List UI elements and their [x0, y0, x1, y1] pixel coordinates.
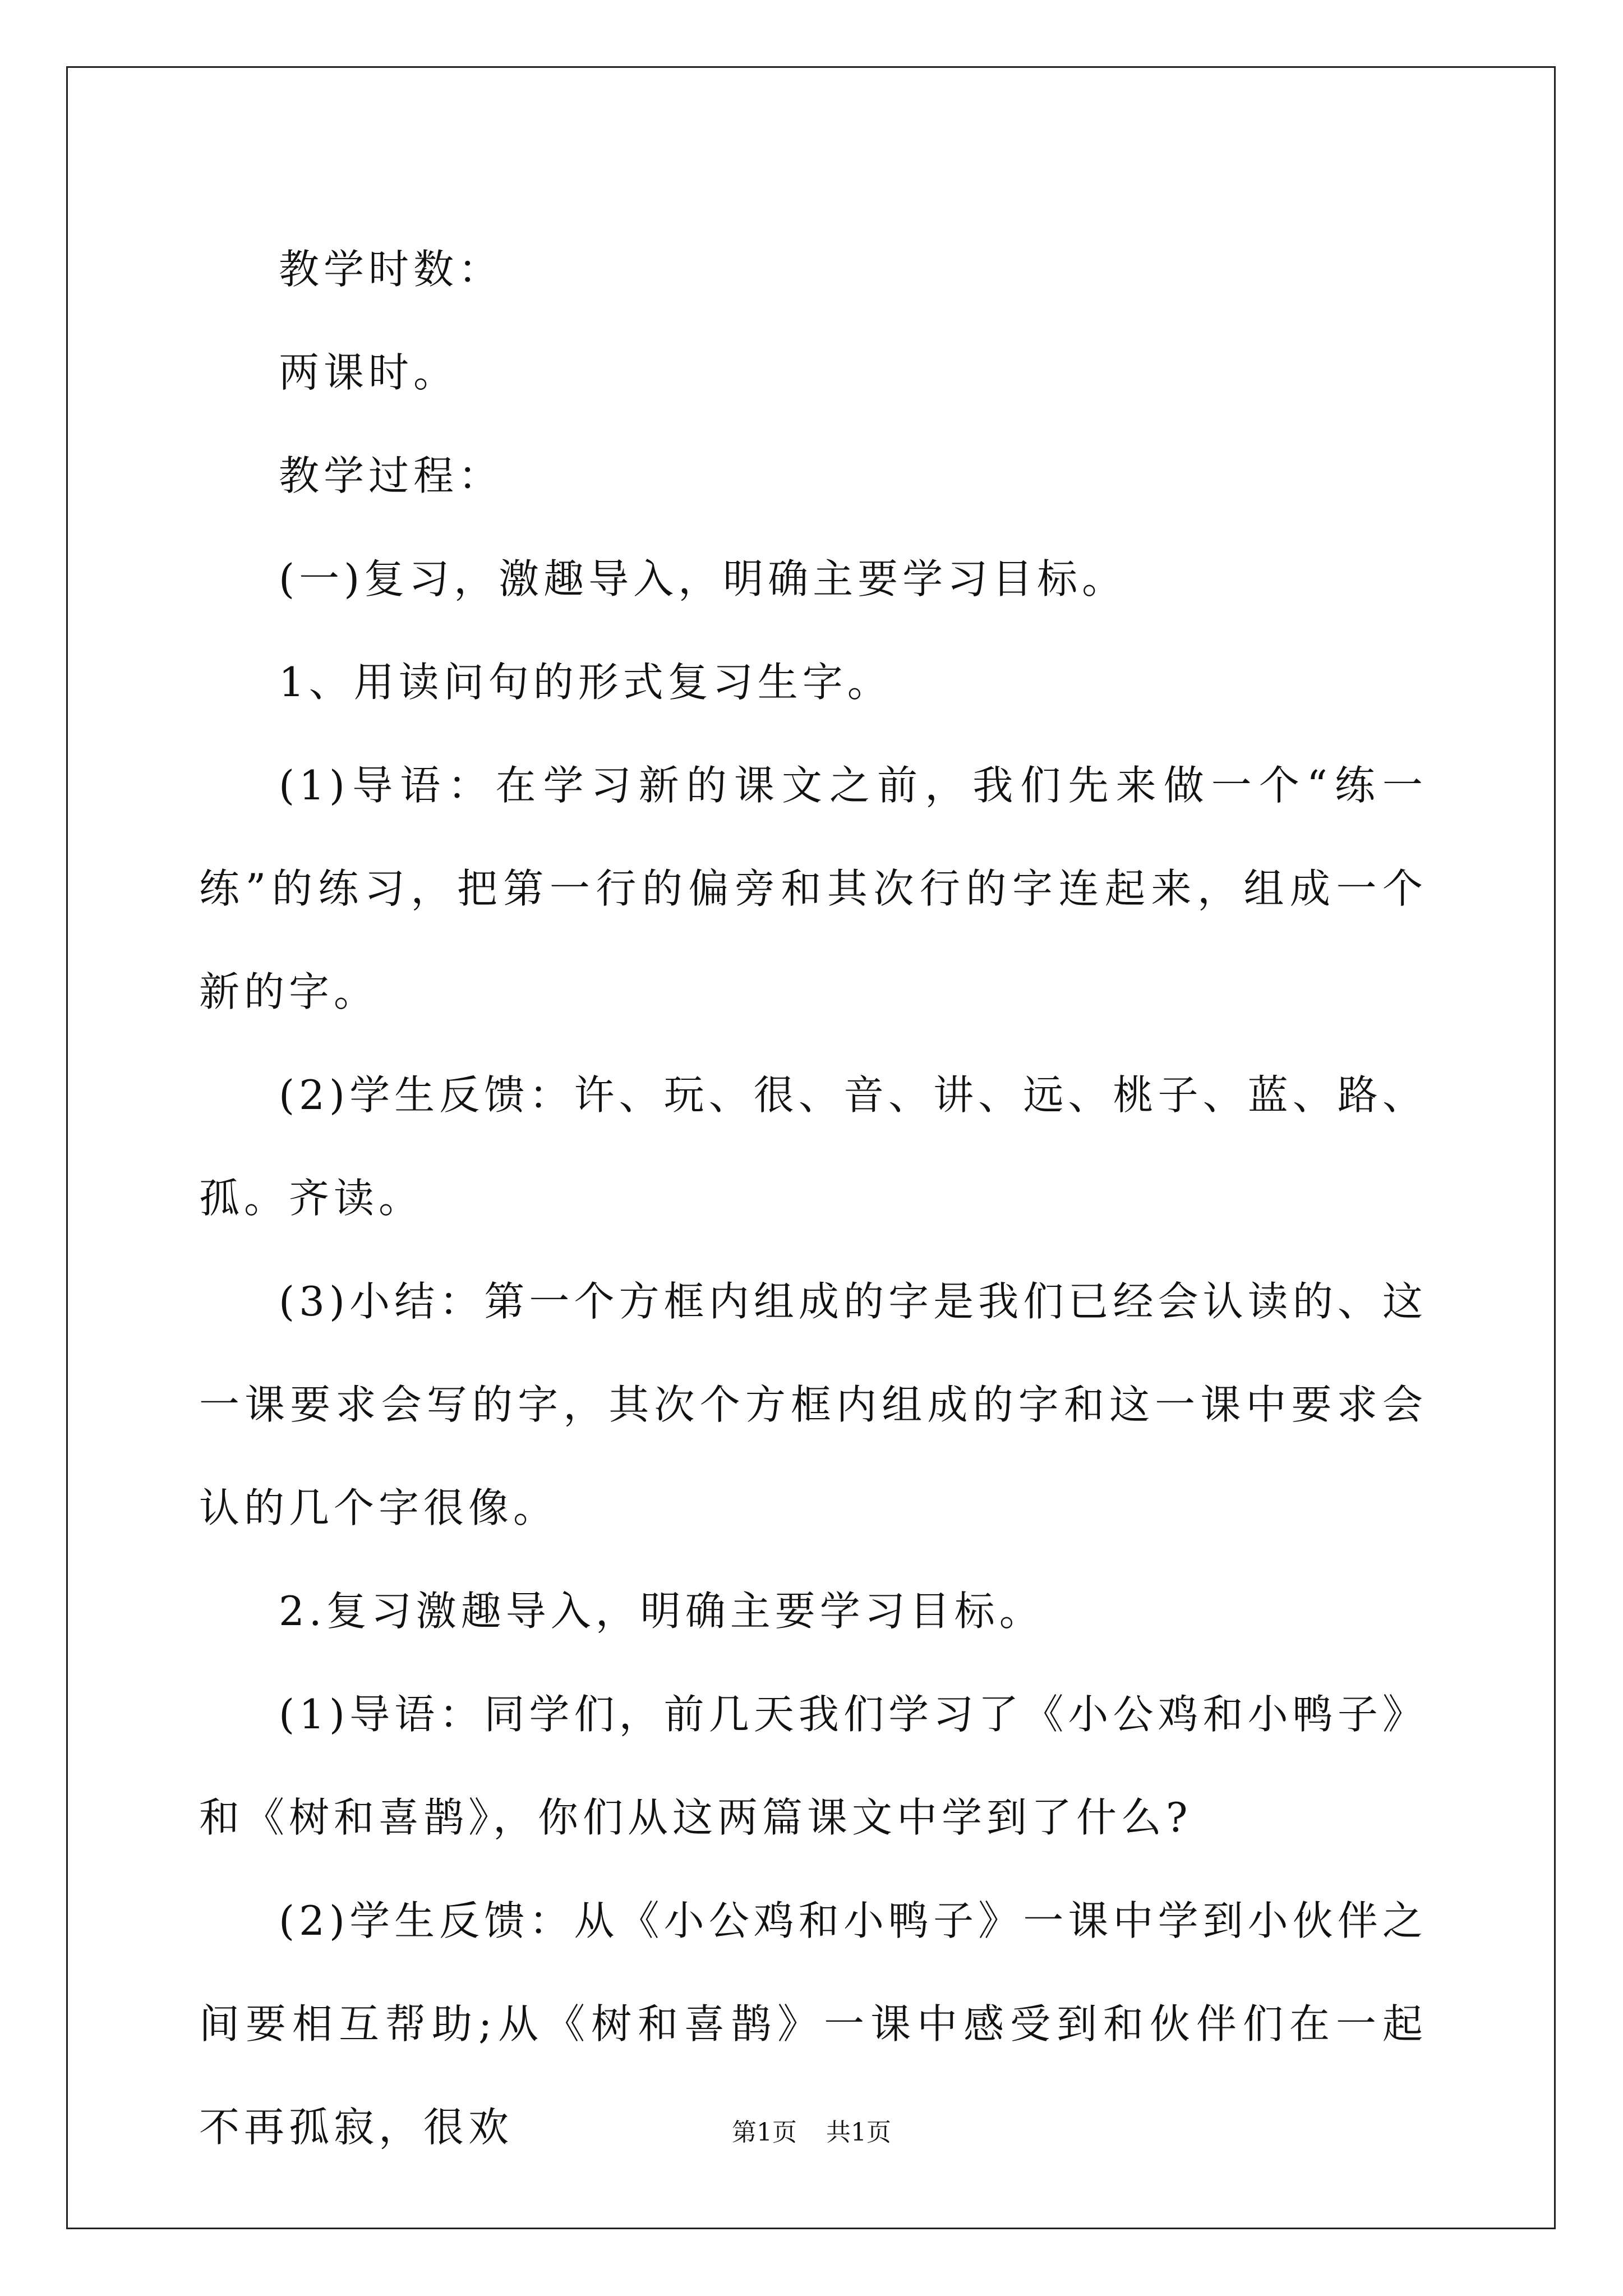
page-total-label: 共1页: [826, 2118, 891, 2147]
paragraph-step-2-1: (1)导语：同学们，前几天我们学习了《小公鸡和小鸭子》和《树和喜鹊》，你们从这两篇课文中学到了什么?: [199, 1691, 1427, 1841]
paragraph-teaching-hours-heading: 教学时数：: [279, 246, 504, 293]
paragraph-teaching-hours-value: 两课时。: [279, 349, 459, 396]
paragraph-section-one: (一)复习，激趣导入，明确主要学习目标。: [279, 555, 1127, 602]
paragraph-teaching-process-heading: 教学过程：: [279, 452, 504, 499]
document-body: [199, 218, 1427, 2179]
paragraph-step-1-2: (2)学生反馈：许、玩、很、音、讲、远、桃子、蓝、路、孤。齐读。: [199, 1071, 1427, 1222]
page-footer: [0, 2116, 1623, 2150]
paragraph-step-1-1: (1)导语：在学习新的课文之前，我们先来做一个“练一练”的练习，把第一行的偏旁和其次行的字连起来，组成一个新的字。: [199, 762, 1427, 1015]
paragraph-step-2-2: (2)学生反馈：从《小公鸡和小鸭子》一课中学到小伙伴之间要相互帮助;从《树和喜鹊》一课中感受到和伙伴们在一起不再孤寂，很欢: [199, 1897, 1427, 2151]
page-number-label: 第1页: [732, 2118, 797, 2147]
paragraph-step-1: 1、用读问句的形式复习生字。: [279, 659, 892, 706]
paragraph-step-2: 2.复习激趣导入，明确主要学习目标。: [279, 1588, 1044, 1635]
paragraph-step-1-3: (3)小结：第一个方框内组成的字是我们已经会认读的、这一课要求会写的字，其次个方框内组成的字和这一课中要求会认的几个字很像。: [199, 1278, 1427, 1531]
